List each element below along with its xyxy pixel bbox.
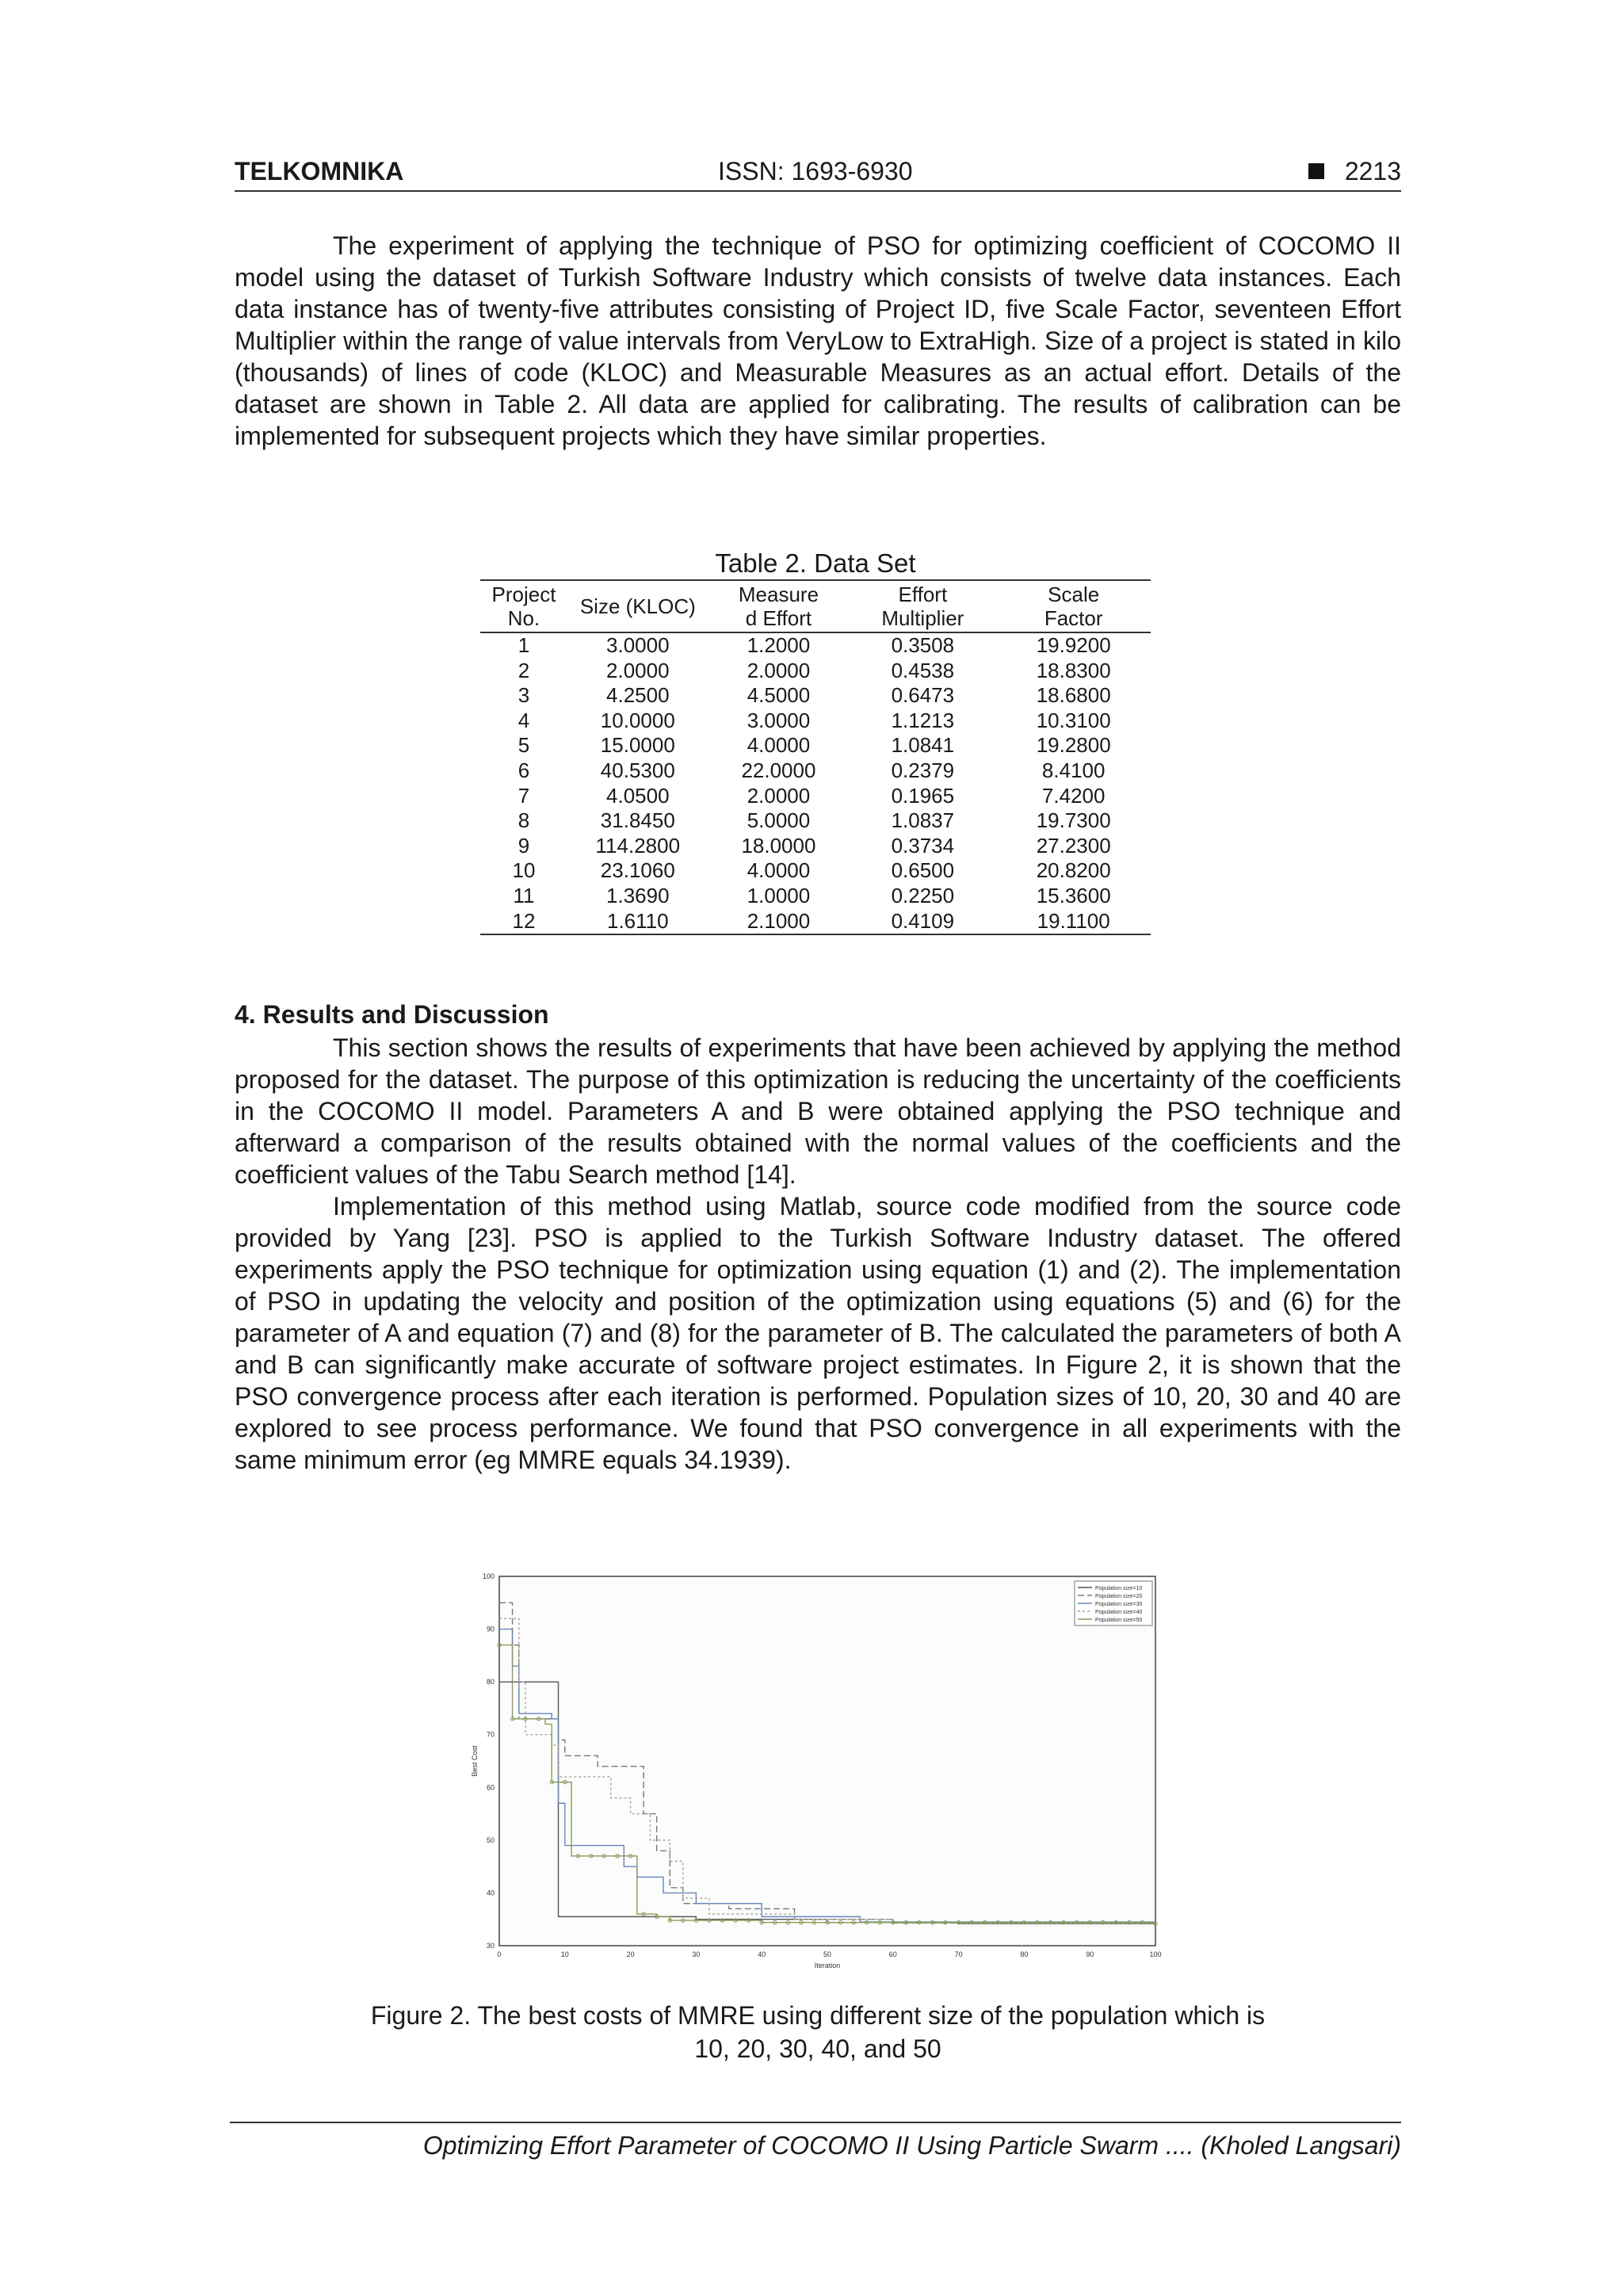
- cell-size: 1.6110: [567, 909, 708, 935]
- x-tick-label: 10: [560, 1950, 569, 1958]
- y-tick-label: 60: [486, 1783, 495, 1792]
- cell-project: 10: [512, 858, 536, 883]
- cell-scale: 19.7300: [1036, 808, 1111, 833]
- cell-scale: 8.4100: [1041, 758, 1106, 782]
- x-axis-label: Iteration: [814, 1962, 841, 1969]
- x-tick-label: 60: [888, 1950, 897, 1958]
- cell-project: 6: [517, 758, 530, 782]
- table-row: [480, 683, 1151, 709]
- cell-size: 114.2800: [595, 833, 681, 858]
- intro-paragraph: The experiment of applying the technique of PSO for optimizing coefficient of COCOMO II model using the dataset of Turkish Software Industry which consists of twelve data instances. Each data instance has of twenty-five attributes consisting of Project ID, five Scale Factor, seventeen Effort Multiplier within the range of value intervals from VeryLow to ExtraHigh. Size of a project is stated in kilo (thousands) of lines of code (KLOC) and Measurable Measures as an actual effort. Details of the dataset are shown in Table 2. All data are applied for calibrating. The results of calibration can be implemented for subsequent projects which they have similar properties.: [235, 231, 1401, 450]
- section-title: 4. Results and Discussion: [235, 1000, 549, 1029]
- plot-frame: [499, 1576, 1155, 1946]
- page-header: [235, 157, 1401, 192]
- cell-size: 2.0000: [606, 658, 670, 682]
- journal-name: TELKOMNIKA: [235, 157, 404, 185]
- table-row: [480, 784, 1151, 809]
- cell-multiplier: 0.1965: [891, 783, 955, 808]
- cell-project: 4: [517, 708, 530, 732]
- x-tick-label: 80: [1020, 1950, 1029, 1958]
- x-tick-label: 0: [497, 1950, 502, 1958]
- cell-scale: 15.3600: [1036, 883, 1111, 907]
- col-header-em-line1: Effort: [898, 583, 948, 606]
- y-tick-label: 40: [486, 1889, 495, 1897]
- legend-entry: Population size=50: [1095, 1618, 1143, 1623]
- cell-effort: 4.0000: [747, 733, 811, 758]
- cell-multiplier: 0.3508: [891, 633, 955, 657]
- col-header-effort-multiplier: [849, 580, 996, 632]
- cell-project: 9: [517, 833, 530, 858]
- cell-project: 3: [517, 683, 530, 708]
- cell-effort: 3.0000: [747, 708, 811, 732]
- cell-effort: 2.0000: [747, 658, 811, 682]
- cell-effort: 22.0000: [741, 758, 816, 782]
- legend-entry: Population size=30: [1095, 1602, 1143, 1607]
- cell-multiplier: 1.0841: [891, 733, 955, 758]
- cell-size: 40.5300: [600, 758, 675, 782]
- col-header-em-line2: Multiplier: [881, 606, 964, 630]
- table-row: [480, 709, 1151, 734]
- convergence-chart: [466, 1565, 1168, 1971]
- cell-size: 3.0000: [606, 633, 670, 657]
- page-number-text: 2213: [1344, 157, 1401, 185]
- cell-effort: 1.0000: [747, 883, 811, 907]
- cell-effort: 4.0000: [747, 858, 811, 883]
- results-paragraph-1: This section shows the results of experiments that have been achieved by applying the method proposed for the dataset. The purpose of this optimization is reducing the uncertainty of the coefficients in the COCOMO II model. Parameters A and B were obtained applying the PSO technique and afterward a comparison of the results obtained with the normal values of the coefficients and the coefficient values of the Tabu Search method [14].: [235, 1033, 1401, 1189]
- data-table: [480, 579, 1151, 935]
- cell-project: 11: [513, 883, 535, 907]
- cell-scale: 20.8200: [1036, 858, 1111, 883]
- issn-label: ISSN: 1693-6930: [718, 157, 913, 185]
- cell-effort: 4.5000: [747, 683, 811, 708]
- cell-project: 8: [517, 808, 530, 833]
- cell-effort: 18.0000: [741, 833, 816, 858]
- table-row: [480, 632, 1151, 659]
- cell-multiplier: 0.4109: [849, 909, 996, 935]
- cell-size: 1.3690: [606, 883, 670, 907]
- cell-project: 7: [517, 783, 530, 808]
- figure-caption: [235, 1999, 1401, 2065]
- cell-scale: 18.6800: [1036, 683, 1111, 708]
- cell-scale: 18.8300: [1036, 658, 1111, 682]
- col-header-measured-line1: Measure: [738, 583, 819, 606]
- cell-multiplier: 0.2250: [891, 883, 955, 907]
- cell-scale: 19.9200: [1036, 633, 1111, 657]
- col-header-measured-effort: [708, 580, 850, 632]
- chart-axes: [471, 1572, 1162, 1969]
- cell-multiplier: 0.4538: [891, 658, 955, 682]
- legend-entry: Population size=20: [1095, 1594, 1143, 1599]
- page-number: [1308, 157, 1401, 186]
- x-tick-label: 50: [823, 1950, 832, 1958]
- cell-project: 2: [517, 658, 530, 682]
- x-tick-label: 100: [1149, 1950, 1162, 1958]
- figure-caption-line-1: Figure 2. The best costs of MMRE using different size of the population which is: [370, 2001, 1266, 2030]
- cell-multiplier: 0.6473: [891, 683, 955, 708]
- cell-multiplier: 0.3734: [891, 833, 955, 858]
- cell-project: 1: [517, 633, 530, 657]
- cell-project: 12: [480, 909, 567, 935]
- table-row: [480, 834, 1151, 859]
- col-header-project-line1: Project: [491, 583, 556, 606]
- y-tick-label: 80: [486, 1678, 495, 1687]
- cell-effort: 1.2000: [747, 633, 811, 657]
- legend-entry: Population size=40: [1095, 1610, 1143, 1615]
- cell-multiplier: 1.0837: [891, 808, 955, 833]
- cell-size: 4.0500: [606, 783, 670, 808]
- cell-multiplier: 0.6500: [891, 858, 955, 883]
- x-tick-label: 20: [626, 1950, 635, 1958]
- col-header-scale-factor: [996, 580, 1151, 632]
- cell-size: 10.0000: [600, 708, 675, 732]
- col-header-project: [480, 580, 567, 632]
- x-tick-label: 70: [954, 1950, 963, 1958]
- y-tick-label: 90: [486, 1625, 495, 1633]
- table-row: [480, 733, 1151, 758]
- y-tick-label: 30: [486, 1942, 495, 1950]
- table-row: [480, 909, 1151, 935]
- figure-2: [466, 1565, 1168, 1971]
- cell-scale: 19.1100: [996, 909, 1151, 935]
- table-row: [480, 659, 1151, 684]
- y-tick-label: 50: [486, 1836, 495, 1844]
- y-axis-label: Best Cost: [471, 1745, 479, 1777]
- chart-legend: [1075, 1581, 1152, 1626]
- cell-multiplier: 1.1213: [891, 708, 955, 732]
- figure-caption-line-2: 10, 20, 30, 40, and 50: [694, 2034, 941, 2063]
- x-tick-label: 90: [1086, 1950, 1094, 1958]
- cell-effort: 2.1000: [708, 909, 850, 935]
- x-tick-label: 40: [758, 1950, 766, 1958]
- col-header-sf-line1: Scale: [1048, 583, 1100, 606]
- x-tick-label: 30: [692, 1950, 701, 1958]
- table-row: [480, 758, 1151, 784]
- cell-effort: 5.0000: [747, 808, 811, 833]
- table-title: Table 2. Data Set: [715, 548, 916, 578]
- table-row: [480, 858, 1151, 884]
- table-header-row: [480, 580, 1151, 632]
- footer-text: Optimizing Effort Parameter of COCOMO II Using Particle Swarm .... (Kholed Langsari): [422, 2131, 1401, 2160]
- y-tick-label: 70: [486, 1730, 495, 1739]
- cell-scale: 10.3100: [1036, 708, 1111, 732]
- cell-scale: 19.2800: [1036, 733, 1111, 758]
- page-footer: [230, 2122, 1401, 2160]
- cell-scale: 27.2300: [1036, 833, 1111, 858]
- cell-size: 31.8450: [600, 808, 675, 833]
- cell-project: 5: [517, 733, 530, 758]
- table-row: [480, 808, 1151, 834]
- results-paragraph-2: Implementation of this method using Matlab, source code modified from the source code provided by Yang [23]. PSO is applied to the Turkish Software Industry dataset. The offered experiments apply the PSO technique for optimization using equation (1) and (2). The implementation of PSO in updating the velocity and position of the optimization using equations (5) and (6) for the parameter of A and equation (7) and (8) for the parameter of B. The calculated the parameters of both A and B can significantly make accurate of software project estimates. In Figure 2, it is shown that the PSO convergence process after each iteration is performed. Population sizes of 10, 20, 30 and 40 are explored to see process performance. We found that PSO convergence in all experiments with the same minimum error (eg MMRE equals 34.1939).: [235, 1192, 1401, 1474]
- col-header-size: [567, 580, 708, 632]
- cell-multiplier: 0.2379: [891, 758, 955, 782]
- cell-size: 15.0000: [600, 733, 675, 758]
- square-bullet-icon: [1308, 163, 1324, 179]
- table-row: [480, 884, 1151, 909]
- col-header-sf-line2: Factor: [1044, 606, 1103, 630]
- cell-size: 23.1060: [600, 858, 675, 883]
- legend-entry: Population size=10: [1095, 1586, 1143, 1591]
- y-tick-label: 100: [482, 1572, 495, 1580]
- col-header-size-label: Size (KLOC): [579, 594, 696, 618]
- col-header-measured-line2: d Effort: [745, 606, 812, 630]
- col-header-project-line2: No.: [507, 606, 540, 630]
- cell-size: 4.2500: [606, 683, 670, 708]
- cell-effort: 2.0000: [747, 783, 811, 808]
- cell-scale: 7.4200: [1041, 783, 1106, 808]
